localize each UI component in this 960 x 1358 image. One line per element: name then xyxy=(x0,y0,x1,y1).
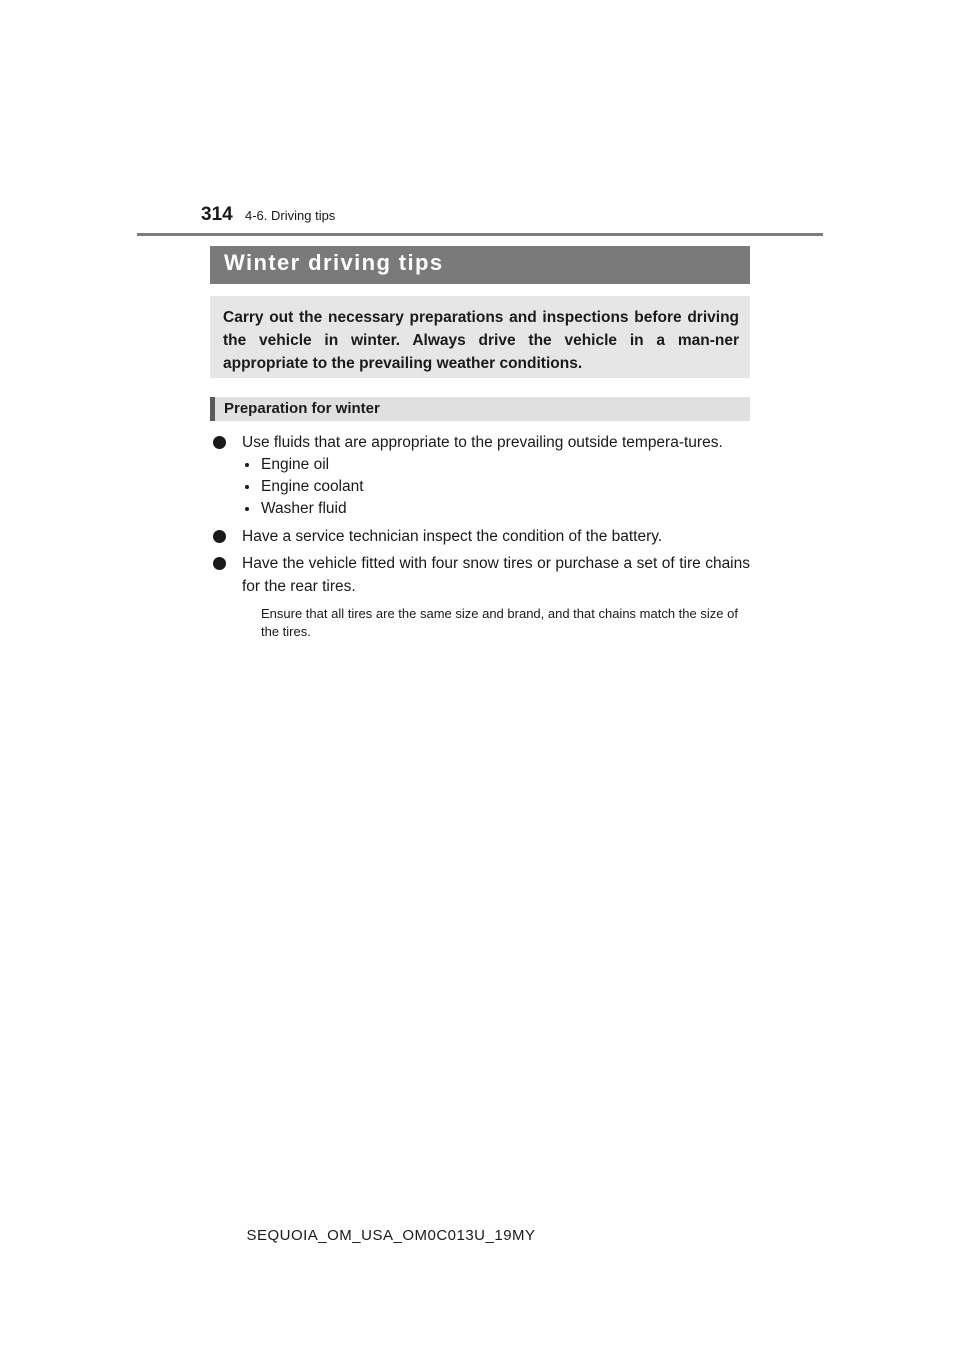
sub-item-text: Engine oil xyxy=(261,456,330,473)
sub-list-item xyxy=(243,476,750,498)
document-footer-id: SEQUOIA_OM_USA_OM0C013U_19MY xyxy=(246,1227,536,1244)
page-number: 314 xyxy=(201,204,233,225)
preparation-list xyxy=(210,431,750,641)
bullet-dot-icon xyxy=(213,530,226,543)
small-bullet-icon xyxy=(245,463,249,467)
small-bullet-icon xyxy=(245,485,249,489)
tire-note: Ensure that all tires are the same size and brand, and that chains match the size of the tires. xyxy=(261,606,738,639)
header-divider xyxy=(137,233,823,236)
fluid-sub-list xyxy=(242,454,750,520)
list-item-text: Have a service technician inspect the condition of the battery. xyxy=(242,528,663,545)
sub-list-item xyxy=(243,498,750,520)
bullet-dot-icon xyxy=(213,436,226,449)
subsection-title: Preparation for winter xyxy=(224,400,380,417)
intro-summary-box: Carry out the necessary preparations and inspections before driving the vehicle in winter. Always drive the vehicle in a man-ner appropriate to the prevailing weather conditions. xyxy=(210,296,750,378)
sub-item-text: Engine coolant xyxy=(261,478,364,495)
sub-item-text: Washer fluid xyxy=(261,500,347,517)
sub-list-item xyxy=(243,454,750,476)
title-banner xyxy=(210,246,750,284)
list-item-fluids xyxy=(210,431,750,520)
list-item-snow-tires xyxy=(210,552,750,598)
subsection-header xyxy=(210,397,750,421)
page-title: Winter driving tips xyxy=(224,250,444,275)
list-item-battery xyxy=(210,525,750,548)
section-breadcrumb: 4-6. Driving tips xyxy=(245,208,336,223)
list-item-text: Use fluids that are appropriate to the prevailing outside tempera-tures. xyxy=(242,434,723,451)
list-item-text: Have the vehicle fitted with four snow tires or purchase a set of tire chains for the rear tires. xyxy=(242,555,750,595)
small-bullet-icon xyxy=(245,507,249,511)
bullet-dot-icon xyxy=(213,557,226,570)
